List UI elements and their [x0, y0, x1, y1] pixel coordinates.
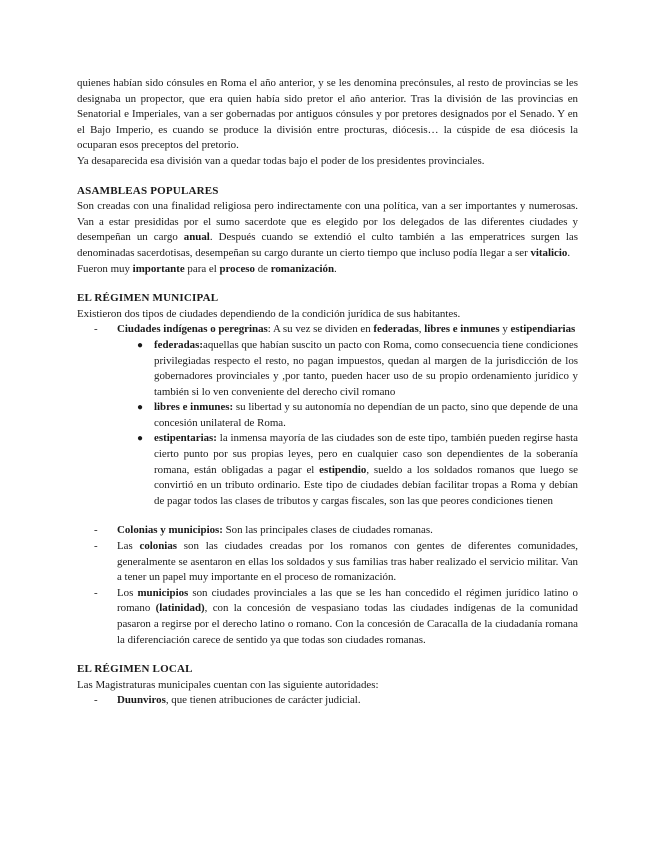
section-heading-asambleas: ASAMBLEAS POPULARES — [77, 184, 219, 197]
sublist-item-federadas: ● federadas:aquellas que habían suscito un pacto con Roma, como consecuencia tiene condiciones privilegiadas respecto el resto, no pagan impuestos, quedan al margen de la jurisdicción de los gobernadores provinciales y ,por tanto, pueden hacer uso de su propio ordenamiento jurídico y también si lo ven conveniente del derecho civil romano — [137, 338, 578, 398]
section-heading-municipal: EL RÉGIMEN MUNICIPAL — [77, 292, 219, 305]
asambleas-paragraph-2: Fueron muy importante para el proceso de romanización. — [77, 262, 337, 275]
sublist-ciudades — [117, 338, 578, 510]
list-item-duunviros: - Duunviros, que tienen atribuciones de carácter judicial. — [77, 693, 578, 709]
local-intro: Las Magistraturas municipales cuentan con las siguiente autoridades: — [77, 678, 379, 691]
municipal-intro: Existieron dos tipos de ciudades dependiendo de la condición jurídica de sus habitantes. — [77, 307, 461, 320]
intro-paragraph-1: quienes habían sido cónsules en Roma el año anterior, y se les denomina precónsules, al resto de provincias se les designaba un propector, que era quien había sido pretor el año anterior. Tras la división de las provincias en Senatorial e Imperiales, van a ser gobernadas por antiguos cónsules y por pretores designados por el Senado. Y en el Bajo Imperio, es cuando se produce la división entre procturas, diócesis… la cúspide de esa diócesis la ocuparan esos preceptos del pretorio. — [77, 77, 578, 152]
local-list — [77, 693, 578, 709]
list-item-colonias-municipios: - Colonias y municipios: Son las principales clases de ciudades romanas. — [77, 523, 578, 539]
bullet-icon: ● — [137, 339, 144, 351]
section-heading-local: EL RÉGIMEN LOCAL — [77, 663, 193, 676]
sublist-item-libres: ● libres e inmunes: su libertad y su autonomía no dependían de un pacto, sino que depende de una concesión unilateral de Roma. — [137, 401, 578, 429]
bullet-icon: ● — [137, 402, 144, 414]
asambleas-paragraph-1: Son creadas con una finalidad religiosa pero indirectamente con una política, van a ser importantes y numerosas. Van a estar presididas por el sumo sacerdote que es elegido por los delegados de las diferentes ciudades y desempeñan un cargo anual. Después cuando se extendió el culto también a las emperatrices surgen las denominadas sacerdotisas, desempeñan su cargo durante un cierto tiempo que incluso podía llegar a ser vitalicio. — [77, 200, 579, 259]
list-item-ciudades-indigenas: - Ciudades indígenas o peregrinas: A su vez se dividen en federadas, libres e inmunes y estipendiarias ● federadas:aquellas que habían suscito un pacto con Roma, como consecuencia tiene condiciones privilegiadas respecto el resto, no pagan impuestos, quedan al margen de la jurisdicción de los gobernadores provinciales y ,por tanto, pueden hacer uso de su propio ordenamiento jurídico y también si lo ven conveniente del derecho civil romano ● libres e inmunes: su libertad y su autonomía no dependían de un pacto, sino que depende de una concesión unilateral de Roma. ● estipentarias: la inmensa mayoría de las ciudades son de este tipo, también pueden regirse hasta cierto punto por sus propias leyes, pero en cualquier caso son dependientes de la soberanía romana, están obligadas a pagar el estipendio, sueldo a los soldados romanos que luego se convirtió en un tributo ordinario. Este tipo de ciudades debían facilitar tropas a Roma y debían de pagar todos las clases de tributos y cargas fiscales, son las que peores condiciones tienen — [77, 322, 578, 509]
bullet-icon: ● — [137, 433, 144, 445]
sublist-item-estipendiarias: ● estipentarias: la inmensa mayoría de las ciudades son de este tipo, también pueden regirse hasta cierto punto por sus propias leyes, pero en cualquier caso son dependientes de la soberanía romana, están obligadas a pagar el estipendio, sueldo a los soldados romanos que luego se convirtió en un tributo ordinario. Este tipo de ciudades debían facilitar tropas a Roma y debían de pagar todos las clases de tributos y cargas fiscales, son las que peores condiciones tienen — [137, 432, 578, 507]
municipal-list-2 — [77, 523, 578, 648]
municipal-list — [77, 322, 578, 509]
document-page — [77, 76, 578, 709]
list-item-municipios: - Los municipios son ciudades provinciales a las que se les han concedido el régimen jurídico latino o romano (latinidad), con la concesión de vespasiano todas las ciudades indígenas de la comunidad pasaron a regirse por el derecho latino o romano. Con la concesión de Caracalla de la ciudadanía romana la diferenciación carece de sentido ya que todas son ciudades romanas. — [77, 586, 578, 648]
intro-paragraph-2: Ya desaparecida esa división van a quedar todas bajo el poder de los presidentes provinciales. — [77, 154, 485, 167]
list-item-colonias: - Las colonias son las ciudades creadas por los romanos con gentes de diferentes comunidades, generalmente se asentaron en ellas los soldados y sus familias tras haber realizado el servicio militar. Van a tener un papel muy importante en el proceso de romanización. — [77, 539, 578, 586]
